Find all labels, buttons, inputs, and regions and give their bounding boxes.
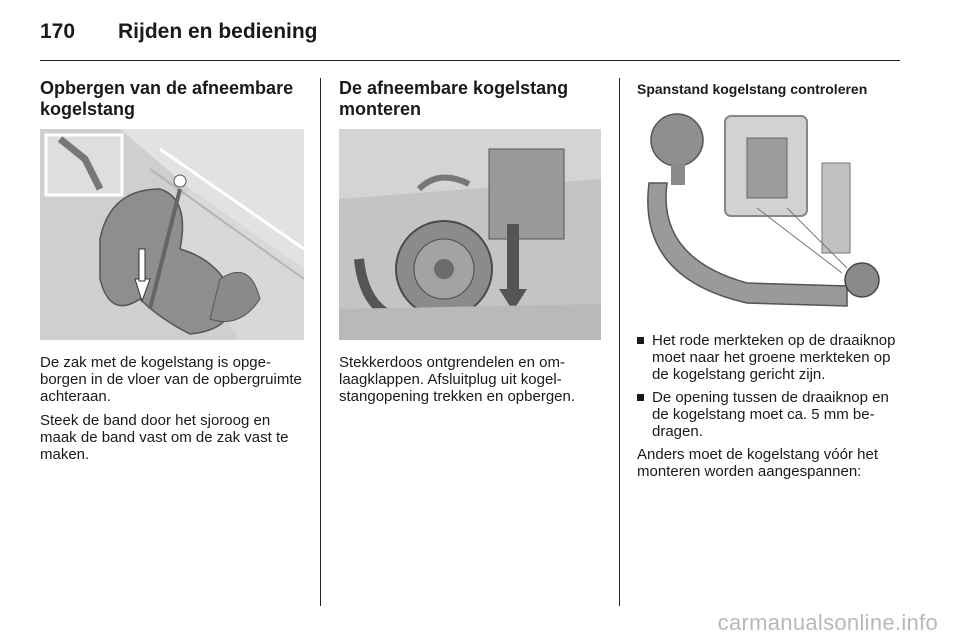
list-item: Het rode merkteken op de draaiknop moet naar het groene merkteken op de kogelstang gericht zijn.: [637, 332, 902, 383]
bullet-icon: [637, 337, 644, 344]
subheading-tension-check: Spanstand kogelstang controleren: [637, 81, 868, 97]
header-rule: [40, 60, 900, 61]
section-heading-storage: Opbergen van de afneembare kogelstang: [40, 78, 294, 119]
watermark: carmanualsonline.info: [717, 610, 938, 635]
column-mounting: [339, 78, 601, 405]
paragraph: Steek de band door het sjoroog en maak de band vast om de zak vast te maken.: [40, 412, 289, 463]
bullet-list: [637, 332, 902, 440]
column-storage: [40, 78, 305, 463]
bullet-icon: [637, 394, 644, 401]
figure-bag-in-floor: [40, 129, 304, 340]
paragraph: De zak met de kogelstang is opgeborgen in de vloer van de opbergruimte achteraan.: [40, 354, 302, 405]
figure-ball-bar: [637, 108, 899, 320]
page-number: 170: [40, 20, 76, 43]
chapter-title: Rijden en bediening: [118, 20, 318, 43]
mounting-text: [339, 354, 601, 405]
paragraph: Anders moet de kogelstang vóór het monteren worden aangespannen:: [637, 446, 878, 480]
page-header: [40, 18, 900, 60]
list-item: De opening tussen de draaiknop en de kogelstang moet ca. 5 mm bedragen.: [637, 389, 902, 440]
column-divider-left: [320, 78, 321, 606]
column-tension-check: [637, 78, 902, 480]
figure-socket-unlock: [339, 129, 601, 340]
storage-text: [40, 354, 305, 463]
column-divider-right: [619, 78, 620, 606]
section-heading-mounting: De afneembare kogelstang monteren: [339, 78, 569, 119]
paragraph: Stekkerdoos ontgrendelen en omlaagklappen. Afsluitplug uit kogelstangopening trekken en opbergen.: [339, 354, 576, 405]
